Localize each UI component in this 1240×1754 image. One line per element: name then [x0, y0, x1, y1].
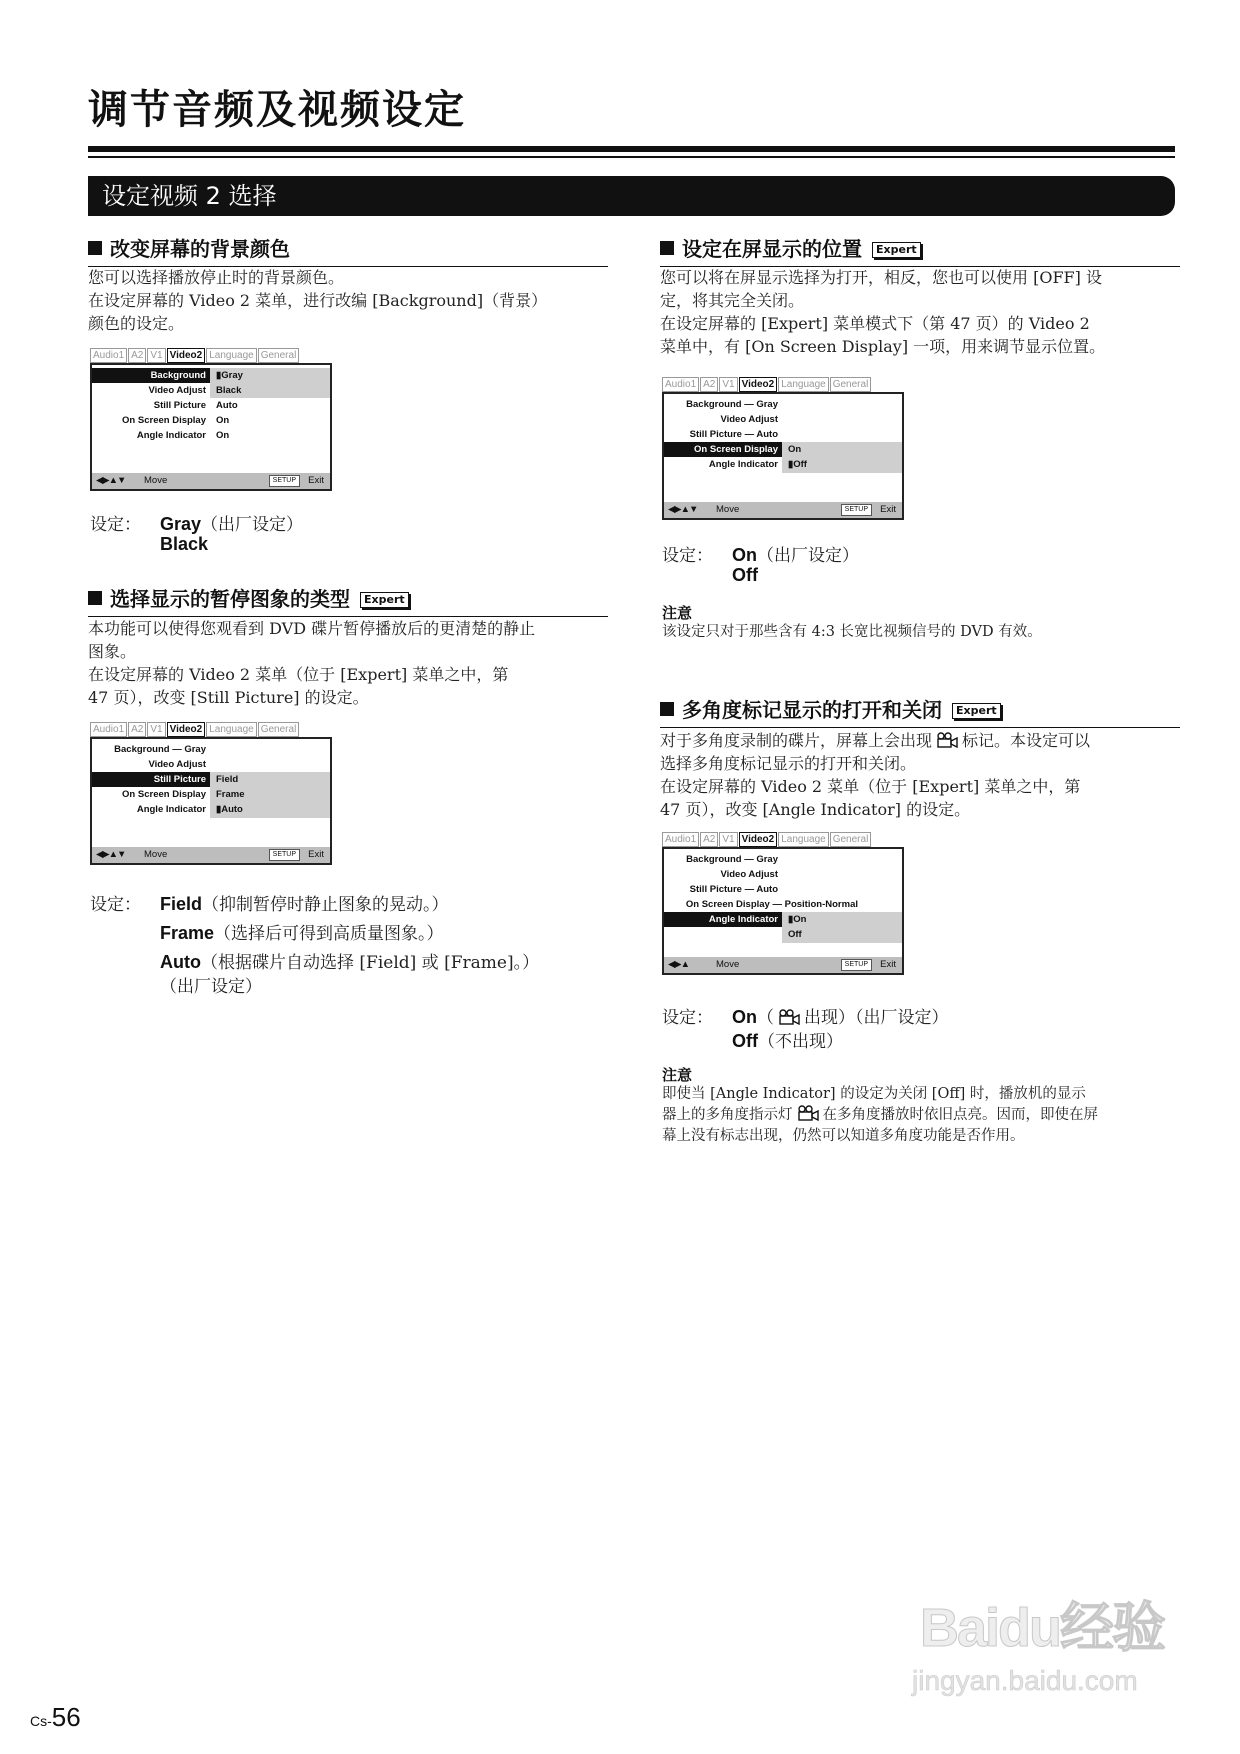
- setup-key-icon: SETUP: [841, 504, 872, 516]
- osd-tabs: [90, 348, 332, 363]
- arrow-keys-icon: ◀▶▲▼: [96, 475, 126, 486]
- tab-a2: A2: [128, 348, 146, 363]
- osd-row: Still Picture — Auto: [689, 884, 778, 895]
- osd-tabs: [662, 832, 904, 847]
- osd-row: Still Picture — Auto: [689, 429, 778, 440]
- osd-menu: [90, 363, 332, 491]
- square-bullet-icon: [88, 591, 102, 605]
- paragraph-background: 您可以选择播放停止时的背景颜色。 在设定屏幕的 Video 2 菜单，进行改编 [Background]（背景） 颜色的设定。: [88, 268, 548, 333]
- osd-screen-still-picture: [90, 722, 332, 865]
- osd-row: Background — Gray: [686, 399, 778, 410]
- paragraph-osd-position: 您可以将在屏显示选择为打开，相反，您也可以使用 [OFF] 设 定，将其完全关闭。 在设定屏幕的 [Expert] 菜单模式下（第 47 页）的 Video 2 菜单中，有 [On Screen Display] 一项，用来调节显示位置。: [660, 268, 1106, 356]
- settings-still-picture: 设定： Field（抑制暂停时静止图象的晃动。） Frame（选择后可得到高质量图象。） Auto（根据碟片自动选择 [Field] 或 [Frame]。） （出厂设定）: [90, 894, 540, 997]
- tab-v1: V1: [147, 348, 165, 363]
- note-text-angle: 即使当 [Angle Indicator] 的设定为关闭 [Off] 时，播放机的显示 器上的多角度指示灯 在多角度播放时依旧点亮。因而，即使在屏 幕上没有标志出现，仍然可以知道多角度功能是否作用。: [662, 1086, 1098, 1144]
- tab-v1: V1: [719, 832, 737, 847]
- osd-screen-angle-indicator: [662, 832, 904, 975]
- osd-row: Background — Gray: [114, 744, 206, 755]
- expert-badge-icon: Expert: [952, 703, 1001, 719]
- heading-background-color: 改变屏幕的背景颜色: [88, 233, 608, 267]
- setup-key-icon: SETUP: [269, 849, 300, 861]
- tab-general: General: [258, 722, 300, 737]
- osd-tabs: [90, 722, 332, 737]
- tab-video2: Video2: [167, 722, 206, 737]
- expert-badge-icon: Expert: [872, 242, 921, 258]
- osd-footer: ◀▶▲▼ Move SETUP Exit: [92, 847, 330, 863]
- note-title: 注意: [662, 604, 693, 622]
- tab-general: General: [258, 348, 300, 363]
- settings-angle-indicator: 设定： On（ 出现）（出厂设定） Off（不出现）: [662, 1007, 949, 1052]
- osd-row: Video Adjust Black: [148, 385, 242, 396]
- title-rule-thin: [88, 156, 1175, 158]
- osd-row: On Screen Display Frame: [122, 789, 245, 800]
- heading-osd-position: 设定在屏显示的位置 Expert: [660, 233, 1180, 267]
- expert-badge-icon: Expert: [360, 592, 409, 608]
- osd-tabs: [662, 377, 904, 392]
- osd-row: Still Picture Auto: [153, 400, 238, 411]
- page-number: Cs-56: [30, 1702, 81, 1732]
- square-bullet-icon: [660, 702, 674, 716]
- paragraph-still-picture: 本功能可以使得您观看到 DVD 碟片暂停播放后的更清楚的静止 图象。 在设定屏幕的 Video 2 菜单（位于 [Expert] 菜单之中，第 47 页），改变 [Still Picture] 的设定。: [88, 619, 536, 707]
- tab-language: Language: [778, 377, 829, 392]
- tab-audio1: Audio1: [90, 722, 127, 737]
- settings-background: 设定： Gray（出厂设定） Black: [90, 514, 304, 554]
- tab-audio1: Audio1: [90, 348, 127, 363]
- tab-a2: A2: [700, 377, 718, 392]
- heading-still-picture: 选择显示的暂停图象的类型 Expert: [88, 583, 608, 617]
- section-banner: 设定视频 2 选择: [88, 176, 1175, 216]
- tab-language: Language: [778, 832, 829, 847]
- osd-menu: [90, 737, 332, 865]
- osd-menu: [662, 392, 904, 520]
- osd-footer: ◀▶▲ Move SETUP Exit: [664, 957, 902, 973]
- tab-audio1: Audio1: [662, 832, 699, 847]
- osd-menu: [662, 847, 904, 975]
- note-text: 该设定只对于那些含有 4:3 长宽比视频信号的 DVD 有效。: [662, 624, 1042, 640]
- osd-row: Off: [788, 929, 802, 940]
- square-bullet-icon: [660, 241, 674, 255]
- tab-general: General: [830, 377, 872, 392]
- tab-general: General: [830, 832, 872, 847]
- baidu-watermark: Baidu经验 jingyan.baidu.com: [912, 1598, 1165, 1696]
- osd-row: Angle Indicator ▮Off: [708, 459, 807, 470]
- tab-a2: A2: [128, 722, 146, 737]
- osd-row: On Screen Display On: [122, 415, 230, 426]
- osd-row: Video Adjust: [720, 869, 778, 880]
- setup-key-icon: SETUP: [841, 959, 872, 971]
- osd-screen-background: [90, 348, 332, 491]
- tab-video2: Video2: [739, 377, 778, 392]
- tab-v1: V1: [147, 722, 165, 737]
- tab-a2: A2: [700, 832, 718, 847]
- title-rule-thick: [88, 146, 1175, 152]
- setup-key-icon: SETUP: [269, 475, 300, 487]
- osd-row: On Screen Display — Position-Normal: [685, 899, 858, 910]
- square-bullet-icon: [88, 241, 102, 255]
- osd-row: On Screen Display On: [664, 442, 902, 457]
- tab-audio1: Audio1: [662, 377, 699, 392]
- tab-language: Language: [206, 348, 257, 363]
- settings-osd-position: 设定： On（出厂设定） Off: [662, 545, 859, 585]
- arrow-keys-icon: ◀▶▲▼: [668, 504, 698, 515]
- osd-row: Still Picture Field: [92, 772, 330, 787]
- osd-row: Video Adjust: [148, 759, 206, 770]
- note-title: 注意: [662, 1066, 693, 1084]
- osd-row: Background — Gray: [686, 854, 778, 865]
- paragraph-angle-indicator: 对于多角度录制的碟片，屏幕上会出现 标记。本设定可以 选择多角度标记显示的打开和关闭。 在设定屏幕的 Video 2 菜单（位于 [Expert] 菜单之中，第 47 页），改变 [Angle Indicator] 的设定。: [660, 731, 1091, 819]
- arrow-keys-icon: ◀▶▲: [668, 959, 690, 970]
- tab-video2: Video2: [167, 348, 206, 363]
- osd-row: Angle Indicator On: [136, 430, 230, 441]
- tab-v1: V1: [719, 377, 737, 392]
- angle-camera-icon: [936, 732, 958, 748]
- osd-screen-osd-position: [662, 377, 904, 520]
- osd-row: Background ▮Gray: [92, 368, 330, 383]
- tab-language: Language: [206, 722, 257, 737]
- angle-camera-icon: [797, 1105, 819, 1121]
- page-title: 调节音频及视频设定: [88, 87, 466, 133]
- osd-row: Angle Indicator ▮Auto: [136, 804, 243, 815]
- osd-footer: ◀▶▲▼ Move SETUP Exit: [664, 502, 902, 518]
- heading-angle-indicator: 多角度标记显示的打开和关闭 Expert: [660, 694, 1180, 728]
- osd-footer: ◀▶▲▼ Move SETUP Exit: [92, 473, 330, 489]
- osd-row: Angle Indicator ▮On: [664, 912, 902, 927]
- tab-video2: Video2: [739, 832, 778, 847]
- angle-camera-icon: [778, 1009, 800, 1025]
- arrow-keys-icon: ◀▶▲▼: [96, 849, 126, 860]
- osd-row: Video Adjust: [720, 414, 778, 425]
